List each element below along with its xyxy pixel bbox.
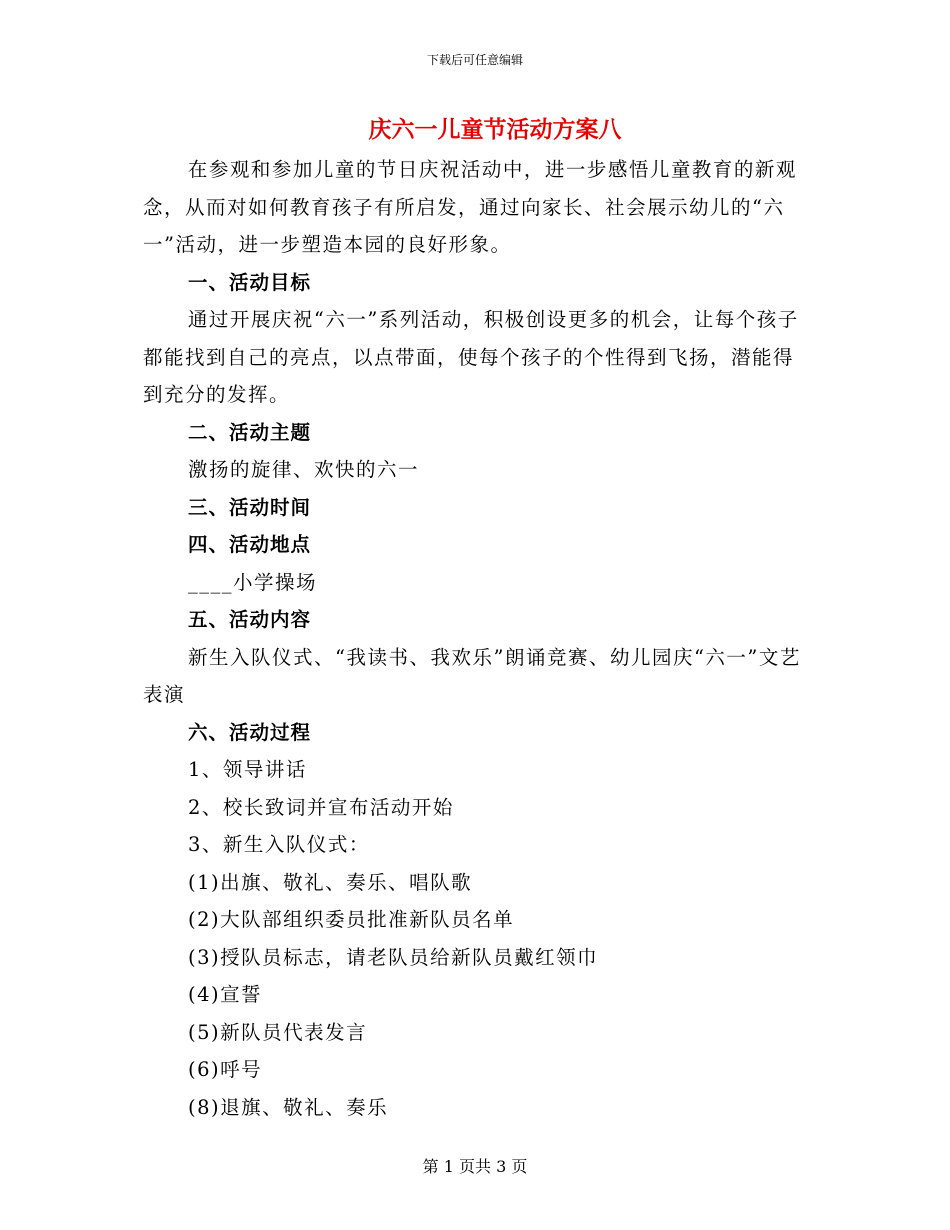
process-item: 3、新生入队仪式： xyxy=(188,833,370,856)
section-heading-place: 四、活动地点 xyxy=(188,533,312,556)
document-body xyxy=(143,151,809,1126)
process-item: (3)授队员标志，请老队员给新队员戴红领巾 xyxy=(188,945,599,969)
process-item: 1、领导讲话 xyxy=(188,758,307,781)
process-item: (4)宣誓 xyxy=(188,983,263,1006)
section-heading-content: 五、活动内容 xyxy=(188,608,312,631)
place-text: ____小学操场 xyxy=(188,570,318,594)
goal-paragraph: 通过开展庆祝“六一”系列活动，积极创设更多的机会，让每个孩子都能找到自己的亮点，以点带面，使每个孩子的个性得到飞扬，潜能得到充分的发挥。 xyxy=(143,308,799,406)
section-heading-theme: 二、活动主题 xyxy=(188,420,312,444)
process-item: (8)退旗、敬礼、奏乐 xyxy=(188,1095,389,1119)
process-item: (1)出旗、敬礼、奏乐、唱队歌 xyxy=(188,870,473,894)
section-heading-time: 三、活动时间 xyxy=(188,495,312,519)
page-header-note: 下载后可任意编辑 xyxy=(426,53,523,67)
section-heading-process: 六、活动过程 xyxy=(188,720,312,744)
section-heading-goal: 一、活动目标 xyxy=(188,270,312,294)
process-item: (2)大队部组织委员批准新队员名单 xyxy=(188,908,515,931)
intro-paragraph: 在参观和参加儿童的节日庆祝活动中，进一步感悟儿童教育的新观念，从而对如何教育孩子有所启发，通过向家长、社会展示幼儿的“六一”活动，进一步塑造本园的良好形象。 xyxy=(143,158,797,256)
page-footer-number: 第 1 页共 3 页 xyxy=(422,1157,528,1176)
content-paragraph: 新生入队仪式、“我读书、我欢乐”朗诵竞赛、幼儿园庆“六一”文艺表演 xyxy=(143,645,801,706)
theme-text: 激扬的旋律、欢快的六一 xyxy=(188,458,420,481)
process-item: (5)新队员代表发言 xyxy=(188,1020,368,1044)
process-item: (6)呼号 xyxy=(188,1058,263,1081)
process-item: 2、校长致词并宣布活动开始 xyxy=(188,795,454,819)
document-title: 庆六一儿童节活动方案八 xyxy=(368,117,622,143)
